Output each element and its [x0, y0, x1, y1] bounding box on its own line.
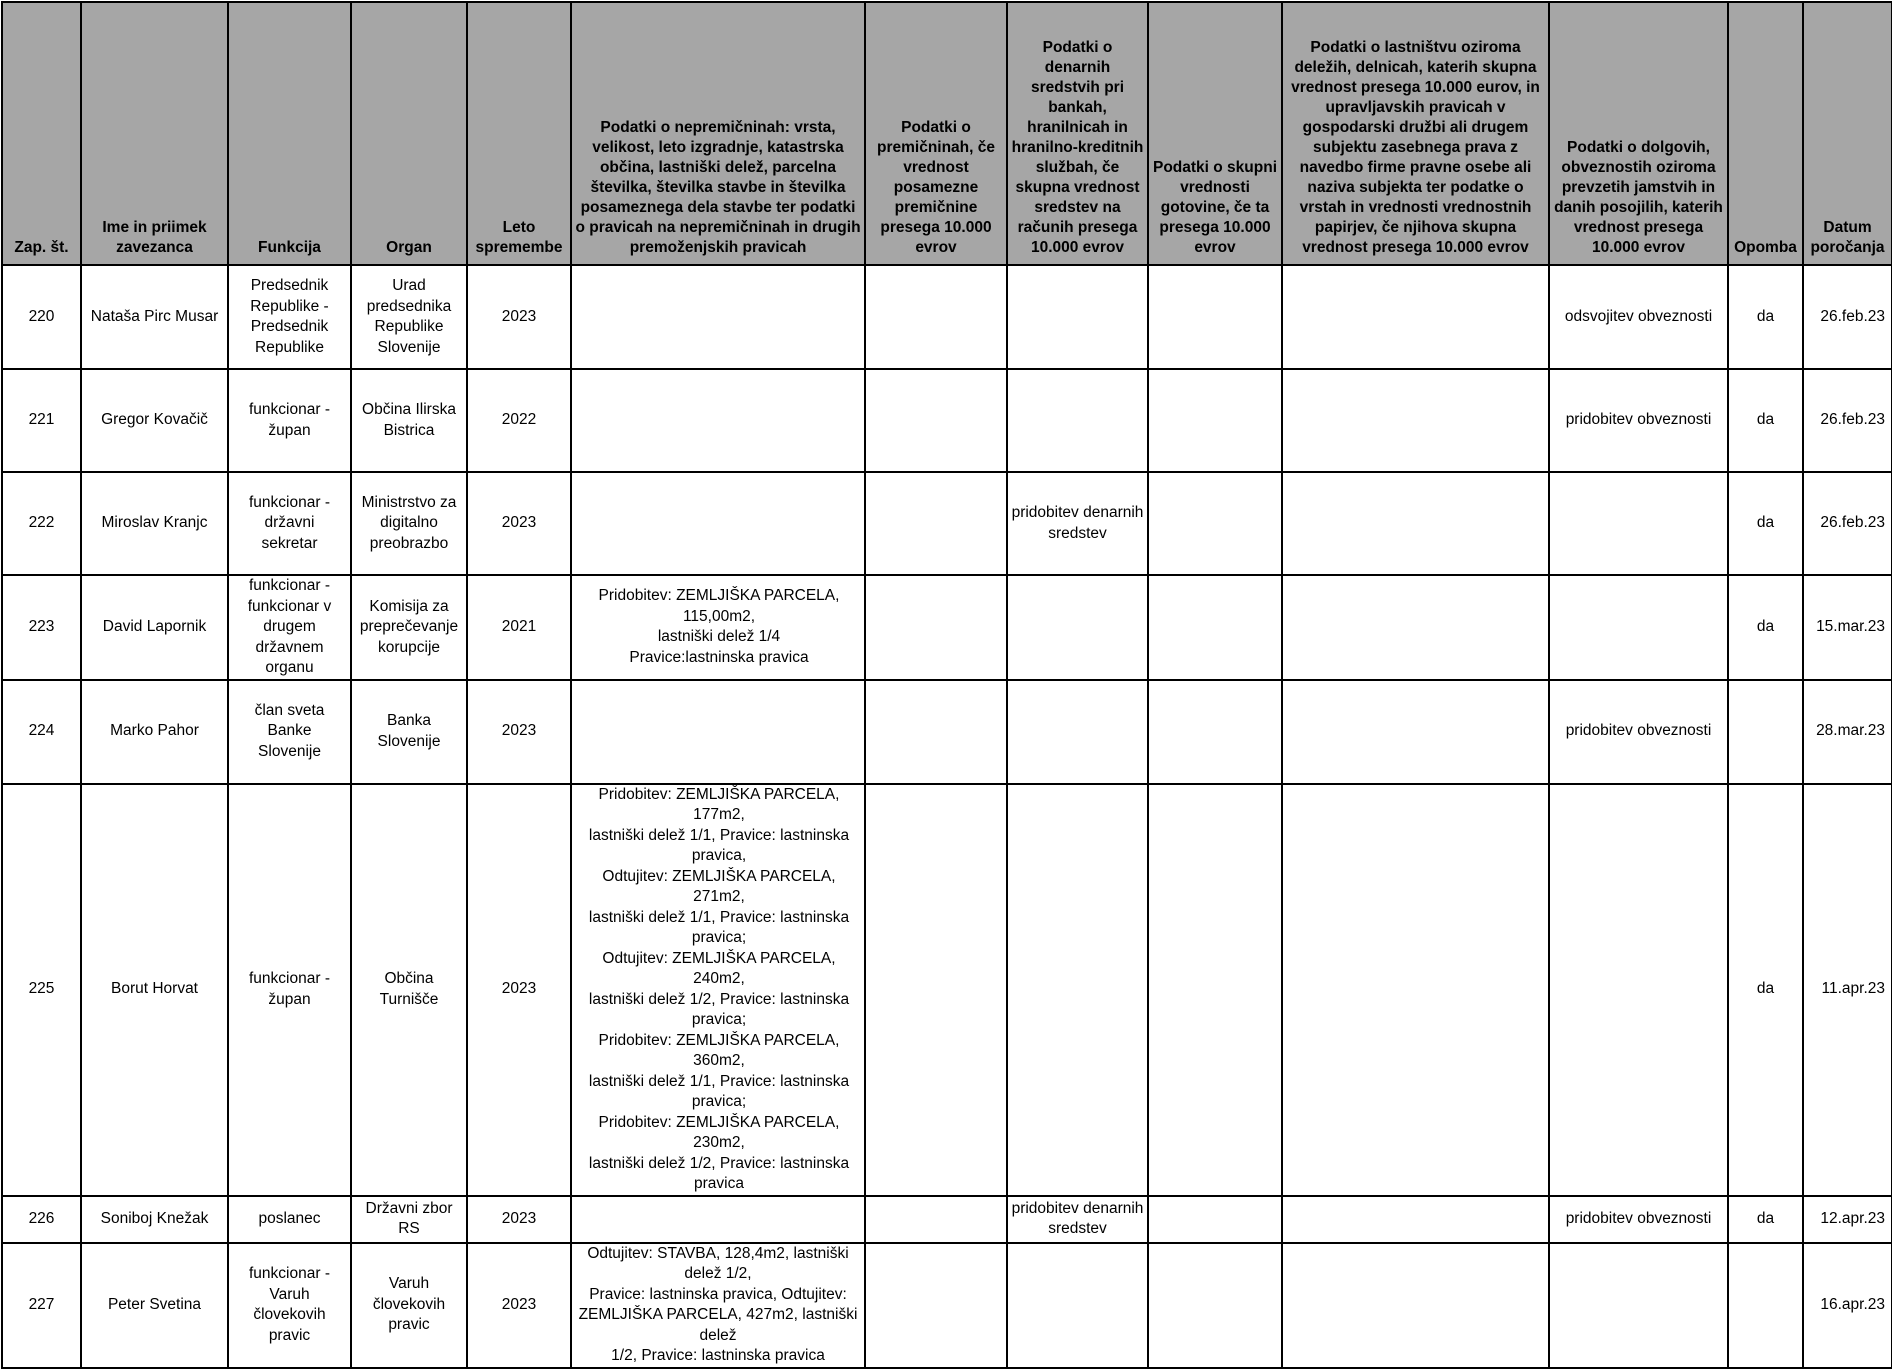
cell-nepremicnine[interactable] [571, 575, 865, 680]
cell-nepremicnine[interactable] [571, 265, 865, 369]
cell-text: 2023 [501, 1209, 537, 1227]
column-header-dolgovi[interactable]: Podatki o dolgovih, obveznostih oziroma prevzetih jamstvih in danih posojilih, katerih vrednost presega 10.000 evrov [1549, 2, 1728, 265]
column-header-premicnine[interactable]: Podatki o premičninah, če vrednost posamezne premičnine presega 10.000 evrov [865, 2, 1007, 265]
cell-text: funkcionar - Varuh človekovih pravic [249, 1265, 330, 1344]
header-row [2, 2, 1892, 265]
cell-organ[interactable] [351, 1243, 467, 1368]
cell-leto[interactable] [467, 1196, 571, 1243]
table-row [2, 1196, 1892, 1243]
cell-ime[interactable] [81, 784, 228, 1196]
cell-premicnine[interactable] [865, 784, 1007, 1196]
cell-text: 12.apr.23 [1820, 1209, 1885, 1227]
cell-leto[interactable] [467, 472, 571, 575]
cell-text: da [1756, 514, 1775, 532]
cell-text: Banka Slovenije [377, 712, 441, 750]
cell-premicnine[interactable] [865, 369, 1007, 472]
cell-text: 226 [28, 1209, 55, 1227]
cell-dolgovi[interactable] [1549, 575, 1728, 680]
cell-ime[interactable] [81, 472, 228, 575]
cell-denarna-sredstva[interactable] [1007, 575, 1148, 680]
cell-leto[interactable] [467, 369, 571, 472]
cell-ime[interactable] [81, 265, 228, 369]
cell-text: Ministrstvo za digitalno preobrazbo [361, 493, 457, 552]
cell-text: 222 [28, 514, 55, 532]
cell-leto[interactable] [467, 680, 571, 784]
cell-lastnistvo[interactable] [1282, 369, 1549, 472]
asset-declarations-table [1, 1, 1892, 1369]
column-header-denarna-sredstva[interactable]: Podatki o denarnih sredstvih pri bankah, hranilnicah in hranilno-kreditnih službah, če skupna vrednost sredstev na računih presega 10.000 evrov [1007, 2, 1148, 265]
cell-datum[interactable] [1803, 784, 1892, 1196]
cell-zap-st[interactable] [2, 472, 81, 575]
cell-text: Občina Turnišče [379, 970, 439, 1008]
cell-text: da [1756, 307, 1775, 325]
cell-text: 2023 [501, 980, 537, 998]
cell-opomba[interactable] [1728, 369, 1803, 472]
cell-text: Državni zbor RS [365, 1199, 453, 1237]
cell-funkcija[interactable] [228, 472, 351, 575]
cell-premicnine[interactable] [865, 265, 1007, 369]
column-header-leto[interactable]: Leto spremembe [467, 2, 571, 265]
cell-organ[interactable] [351, 680, 467, 784]
table-row [2, 1243, 1892, 1368]
column-header-gotovina[interactable]: Podatki o skupni vrednosti gotovine, če ta presega 10.000 evrov [1148, 2, 1282, 265]
cell-denarna-sredstva[interactable] [1007, 680, 1148, 784]
cell-text: da [1756, 980, 1775, 998]
cell-text: 224 [28, 722, 55, 740]
cell-text: da [1756, 411, 1775, 429]
cell-zap-st[interactable] [2, 265, 81, 369]
cell-funkcija[interactable] [228, 784, 351, 1196]
cell-dolgovi[interactable] [1549, 369, 1728, 472]
cell-datum[interactable] [1803, 575, 1892, 680]
cell-gotovina[interactable] [1148, 680, 1282, 784]
cell-lastnistvo[interactable] [1282, 680, 1549, 784]
column-header-zap-st[interactable]: Zap. št. [2, 2, 81, 265]
cell-text: Marko Pahor [110, 722, 199, 740]
cell-text: 221 [28, 411, 55, 429]
cell-text: Pridobitev: ZEMLJIŠKA PARCELA, 177m2, lastniški delež 1/1, Pravice: lastninska pravica, Odtujitev: ZEMLJIŠKA PARCELA, 271m2, lastniški delež 1/1, Pravice: lastninska pravica; Odtujitev: ZEMLJIŠKA PARCELA, 240m2, lastniški delež 1/2, Pravice: lastninska pravica; Pridobitev: ZEMLJIŠKA PARCELA, 360m2, lastniški delež 1/1, Pravice: lastninska pravica; Pridobitev: ZEMLJIŠKA PARCELA, 230m2, lastniški delež 1/2, Pravice: lastninska pravica [588, 785, 850, 1192]
cell-funkcija[interactable] [228, 1243, 351, 1368]
cell-text: 16.apr.23 [1820, 1295, 1885, 1313]
cell-text: 2023 [501, 722, 537, 740]
table-row [2, 575, 1892, 680]
cell-dolgovi[interactable] [1549, 784, 1728, 1196]
cell-leto[interactable] [467, 265, 571, 369]
cell-text: poslanec [258, 1209, 321, 1227]
cell-funkcija[interactable] [228, 680, 351, 784]
cell-lastnistvo[interactable] [1282, 575, 1549, 680]
cell-nepremicnine[interactable] [571, 1243, 865, 1368]
cell-ime[interactable] [81, 1243, 228, 1368]
cell-dolgovi[interactable] [1549, 472, 1728, 575]
cell-text: 11.apr.23 [1821, 980, 1885, 998]
cell-organ[interactable] [351, 265, 467, 369]
cell-ime[interactable] [81, 369, 228, 472]
cell-organ[interactable] [351, 575, 467, 680]
cell-text: David Lapornik [102, 618, 207, 635]
cell-nepremicnine[interactable] [571, 784, 865, 1196]
cell-gotovina[interactable] [1148, 265, 1282, 369]
cell-leto[interactable] [467, 1243, 571, 1368]
cell-nepremicnine[interactable] [571, 1196, 865, 1243]
cell-text: Peter Svetina [107, 1295, 202, 1313]
cell-denarna-sredstva[interactable] [1007, 1196, 1148, 1243]
cell-lastnistvo[interactable] [1282, 784, 1549, 1196]
column-header-datum[interactable]: Datum poročanja [1803, 2, 1892, 265]
table-row [2, 784, 1892, 1196]
cell-dolgovi[interactable] [1549, 1243, 1728, 1368]
cell-opomba[interactable] [1728, 784, 1803, 1196]
cell-ime[interactable] [81, 680, 228, 784]
cell-text: član sveta Banke Slovenije [254, 701, 325, 760]
cell-lastnistvo[interactable] [1282, 1243, 1549, 1368]
cell-opomba[interactable] [1728, 472, 1803, 575]
cell-text: 2021 [501, 618, 537, 635]
cell-text: pridobitev obveznosti [1565, 411, 1712, 429]
cell-premicnine[interactable] [865, 472, 1007, 575]
cell-leto[interactable] [467, 784, 571, 1196]
cell-text: 2022 [501, 411, 537, 429]
cell-zap-st[interactable] [2, 575, 81, 680]
table-body [2, 265, 1892, 1368]
cell-text: Soniboj Knežak [100, 1209, 209, 1227]
cell-funkcija[interactable] [228, 265, 351, 369]
cell-text: Urad predsednika Republike Slovenije [366, 277, 452, 356]
cell-text: funkcionar - župan [249, 401, 330, 439]
cell-dolgovi[interactable] [1549, 1196, 1728, 1243]
cell-funkcija[interactable] [228, 1196, 351, 1243]
cell-text: 2023 [501, 1295, 537, 1313]
cell-gotovina[interactable] [1148, 369, 1282, 472]
table-row [2, 680, 1892, 784]
column-header-organ[interactable]: Organ [351, 2, 467, 265]
cell-text: 225 [28, 980, 55, 998]
cell-text: 26.feb.23 [1820, 411, 1885, 429]
cell-text: pridobitev obveznosti [1565, 1209, 1712, 1227]
cell-text: 2023 [501, 307, 537, 325]
column-header-funkcija[interactable]: Funkcija [228, 2, 351, 265]
cell-denarna-sredstva[interactable] [1007, 369, 1148, 472]
cell-opomba[interactable] [1728, 1243, 1803, 1368]
cell-text: Gregor Kovačič [101, 411, 208, 429]
cell-denarna-sredstva[interactable] [1007, 784, 1148, 1196]
cell-leto[interactable] [467, 575, 571, 680]
cell-gotovina[interactable] [1148, 1196, 1282, 1243]
cell-text: funkcionar - državni sekretar [249, 493, 330, 552]
cell-lastnistvo[interactable] [1282, 265, 1549, 369]
cell-premicnine[interactable] [865, 575, 1007, 680]
cell-datum[interactable] [1803, 1196, 1892, 1243]
cell-opomba[interactable] [1728, 1196, 1803, 1243]
cell-datum[interactable] [1803, 369, 1892, 472]
cell-ime[interactable] [81, 575, 228, 680]
cell-text: odsvojitev obveznosti [1564, 307, 1713, 325]
cell-text: Varuh človekovih pravic [372, 1275, 446, 1334]
cell-organ[interactable] [351, 784, 467, 1196]
cell-text: pridobitev denarnih sredstev [1011, 1199, 1144, 1237]
cell-nepremicnine[interactable] [571, 369, 865, 472]
cell-text: Nataša Pirc Musar [90, 307, 219, 325]
cell-gotovina[interactable] [1148, 1243, 1282, 1368]
cell-zap-st[interactable] [2, 1243, 81, 1368]
cell-text: da [1756, 1209, 1775, 1227]
cell-funkcija[interactable] [228, 575, 351, 680]
cell-datum[interactable] [1803, 472, 1892, 575]
cell-zap-st[interactable] [2, 1196, 81, 1243]
cell-opomba[interactable] [1728, 265, 1803, 369]
cell-text: 26.feb.23 [1820, 307, 1885, 325]
cell-dolgovi[interactable] [1549, 265, 1728, 369]
cell-text: Pridobitev: ZEMLJIŠKA PARCELA, 115,00m2, lastniški delež 1/4 Pravice:lastninska pravica [598, 587, 840, 666]
cell-denarna-sredstva[interactable] [1007, 472, 1148, 575]
cell-nepremicnine[interactable] [571, 680, 865, 784]
cell-zap-st[interactable] [2, 784, 81, 1196]
table-row [2, 472, 1892, 575]
cell-datum[interactable] [1803, 680, 1892, 784]
cell-text: 227 [28, 1295, 55, 1313]
cell-text: 220 [28, 307, 55, 325]
cell-text: funkcionar - župan [249, 970, 330, 1008]
cell-zap-st[interactable] [2, 369, 81, 472]
cell-text: 26.feb.23 [1820, 514, 1885, 532]
column-header-lastnistvo[interactable]: Podatki o lastništvu oziroma deležih, delnicah, katerih skupna vrednost presega 10.000 eurov, in upravljavskih pravicah v gospodarski družbi ali drugem subjektu zasebnega prava z navedbo firme pravne osebe ali naziva subjekta ter podatke o vrstah in vrednosti vrednostnih papirjev, če njihova skupna vrednost presega 10.000 evrov [1282, 2, 1549, 265]
cell-funkcija[interactable] [228, 369, 351, 472]
cell-text: Občina Ilirska Bistrica [362, 401, 456, 439]
cell-lastnistvo[interactable] [1282, 472, 1549, 575]
cell-datum[interactable] [1803, 1243, 1892, 1368]
cell-lastnistvo[interactable] [1282, 1196, 1549, 1243]
cell-nepremicnine[interactable] [571, 472, 865, 575]
cell-text: 223 [28, 618, 55, 635]
cell-denarna-sredstva[interactable] [1007, 1243, 1148, 1368]
cell-text: pridobitev obveznosti [1565, 722, 1712, 740]
cell-organ[interactable] [351, 1196, 467, 1243]
cell-opomba[interactable] [1728, 575, 1803, 680]
cell-gotovina[interactable] [1148, 575, 1282, 680]
cell-text: Predsednik Republike - Predsednik Republike [250, 277, 329, 356]
cell-text: 28.mar.23 [1816, 722, 1885, 740]
table-row [2, 369, 1892, 472]
cell-premicnine[interactable] [865, 1243, 1007, 1368]
cell-ime[interactable] [81, 1196, 228, 1243]
cell-organ[interactable] [351, 369, 467, 472]
cell-text: Borut Horvat [110, 980, 198, 998]
cell-organ[interactable] [351, 472, 467, 575]
table-row [2, 265, 1892, 369]
cell-text: Komisija za preprečevanje korupcije [359, 597, 459, 656]
column-header-ime[interactable]: Ime in priimek zavezanca [81, 2, 228, 265]
cell-text: Odtujitev: STAVBA, 128,4m2, lastniški delež 1/2, Pravice: lastninska pravica, Odtujitev: ZEMLJIŠKA PARCELA, 427m2, lastniški delež 1/2, Pravice: lastninska pravica [578, 1244, 858, 1364]
cell-gotovina[interactable] [1148, 784, 1282, 1196]
cell-zap-st[interactable] [2, 680, 81, 784]
column-header-nepremicnine[interactable]: Podatki o nepremičninah: vrsta, velikost, leto izgradnje, katastrska občina, lastniški delež, parcelna številka, številka stavbe in številka posameznega dela stavbe ter podatki o pravicah na nepremičninah in drugih premoženjskih pravicah [571, 2, 865, 265]
cell-opomba[interactable] [1728, 680, 1803, 784]
cell-datum[interactable] [1803, 265, 1892, 369]
cell-text: 2023 [501, 514, 537, 532]
cell-text: funkcionar - funkcionar v drugem državnem organu [247, 577, 332, 676]
cell-text: Miroslav Kranjc [101, 514, 208, 532]
cell-denarna-sredstva[interactable] [1007, 265, 1148, 369]
cell-text: da [1756, 618, 1775, 635]
cell-dolgovi[interactable] [1549, 680, 1728, 784]
cell-premicnine[interactable] [865, 680, 1007, 784]
cell-gotovina[interactable] [1148, 472, 1282, 575]
cell-text: 15.mar.23 [1816, 618, 1885, 635]
cell-premicnine[interactable] [865, 1196, 1007, 1243]
column-header-opomba[interactable]: Opomba [1728, 2, 1803, 265]
cell-text: pridobitev denarnih sredstev [1011, 504, 1144, 542]
